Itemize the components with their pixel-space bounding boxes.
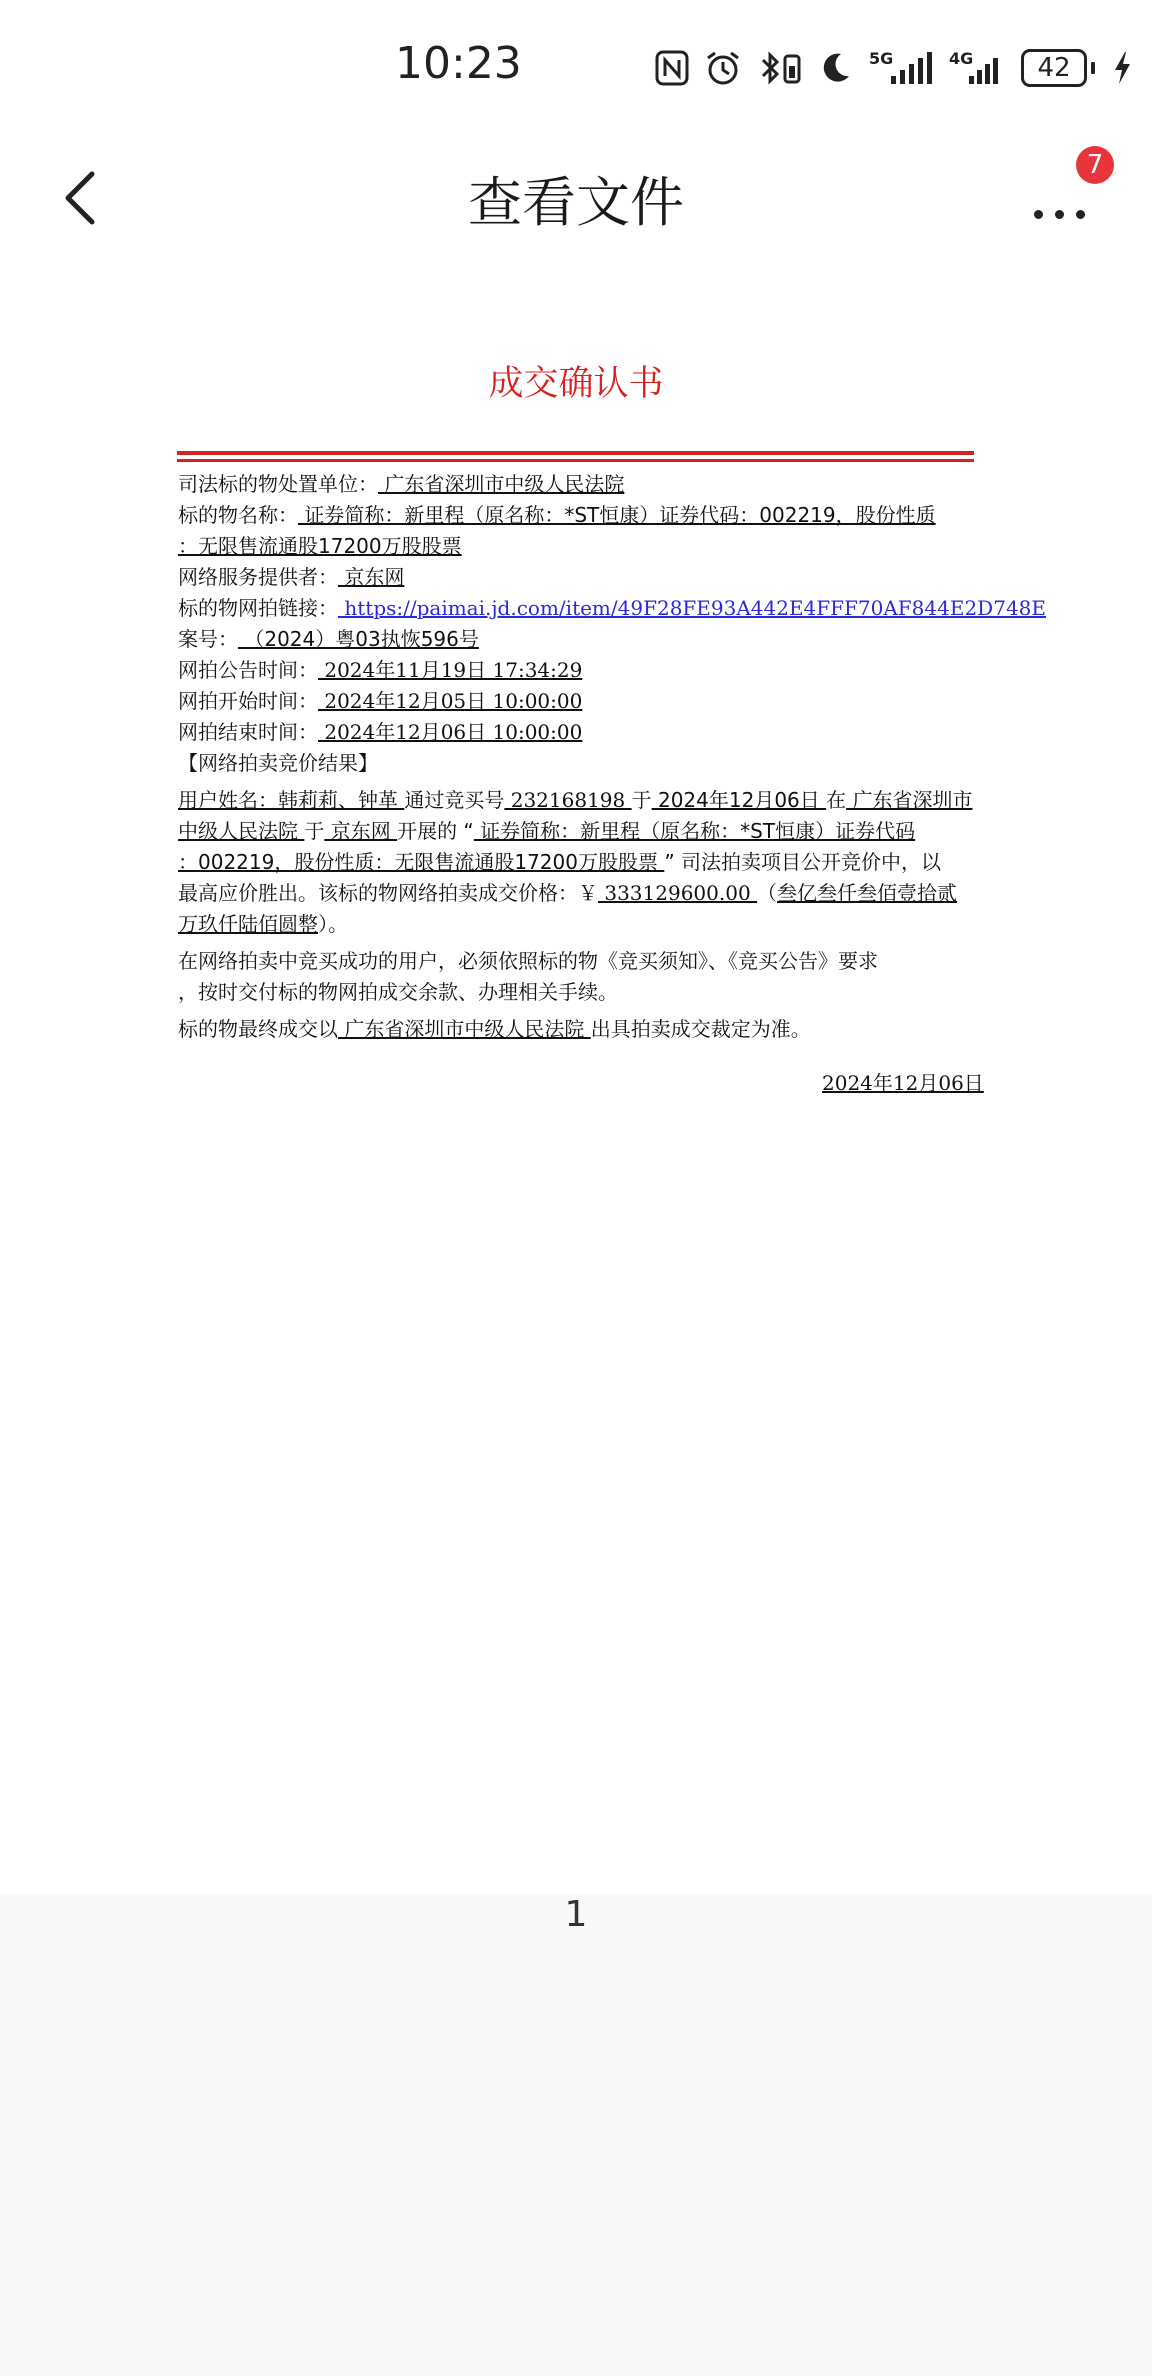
field-label: 网拍结束时间：: [178, 720, 318, 744]
charging-icon: [1111, 50, 1133, 86]
field-value: 证券简称：新里程（原名称：*ST恒康）证券代码：002219，股份性质: [298, 503, 936, 527]
more-icon: [1034, 210, 1043, 219]
page-number: 1: [564, 1894, 588, 1935]
field-row: [178, 469, 970, 500]
text: 标的物最终成交以: [178, 1017, 338, 1041]
result-date: 2024年12月06日: [651, 788, 827, 812]
text: 于: [304, 819, 325, 843]
document-page: [0, 260, 1152, 1894]
field-row: [178, 655, 970, 686]
field-row: [178, 593, 1046, 624]
notice-paragraph: [178, 946, 970, 1008]
field-row: [178, 717, 970, 748]
nav-bar: [0, 130, 1152, 260]
field-value: 广东省深圳市中级人民法院: [378, 472, 625, 496]
field-value: 2024年12月06日 10:00:00: [318, 720, 583, 744]
field-label: 网拍公告时间：: [178, 658, 318, 682]
field-value: ：无限售流通股17200万股股票: [178, 534, 462, 558]
4g-signal-icon: [949, 48, 1005, 88]
alarm-icon: [705, 50, 741, 86]
final-price-chinese: 万玖仟陆佰圆整: [178, 912, 318, 936]
more-options-button[interactable]: [1020, 180, 1100, 230]
item-name: ：002219，股份性质：无限售流通股17200万股股票: [178, 850, 665, 874]
result-paragraph: [178, 785, 973, 940]
final-paragraph: [178, 1014, 970, 1045]
field-row: [178, 531, 970, 562]
field-label: 案号：: [178, 627, 238, 651]
field-label: 司法标的物处置单位：: [178, 472, 378, 496]
moon-icon: [819, 50, 853, 86]
text: 出具拍卖成交裁定为准。: [590, 1017, 811, 1041]
court-name: 广东省深圳市中级人民法院: [338, 1017, 591, 1041]
field-value: 2024年11月19日 17:34:29: [318, 658, 583, 682]
field-row: [178, 562, 970, 593]
notice-line: 在网络拍卖中竞买成功的用户，必须依照标的物《竞买须知》、《竞买公告》要求: [178, 949, 878, 973]
final-price: 333129600.00: [598, 881, 758, 905]
document-title: 成交确认书: [488, 364, 664, 404]
text: （: [757, 881, 778, 905]
text: 通过竞买号: [404, 788, 505, 812]
text: ）。: [318, 912, 348, 936]
field-row: [178, 686, 970, 717]
text: 于: [631, 788, 652, 812]
item-name: 证券简称：新里程（原名称：*ST恒康）证券代码: [473, 819, 916, 843]
nfc-icon: [655, 50, 689, 86]
field-label: 网络服务提供者：: [178, 565, 338, 589]
text: 开展的 “: [397, 819, 474, 843]
text: 最高应价胜出。该标的物网络拍卖成交价格：￥: [178, 881, 598, 905]
auction-link[interactable]: https://paimai.jd.com/item/49F28FE93A442E4FFF70AF844E2D748E: [338, 596, 1046, 620]
text: ” 司法拍卖项目公开竞价中，以: [664, 850, 942, 874]
document-date: 2024年12月06日: [822, 1071, 984, 1095]
winner-name: 用户姓名：韩莉莉、钟革: [178, 788, 405, 812]
site-name: 京东网: [324, 819, 398, 843]
field-value: 京东网: [338, 565, 405, 589]
battery-level: 42: [1021, 49, 1087, 87]
field-label: 网拍开始时间：: [178, 689, 318, 713]
red-rule-top: [177, 451, 974, 455]
page-footer: [0, 1894, 1152, 2376]
field-label: 标的物名称：: [178, 503, 298, 527]
document-body: [178, 469, 1046, 1045]
field-label: 标的物网拍链接：: [178, 596, 338, 620]
svg-text:5G: 5G: [869, 49, 894, 68]
red-rule-bottom: [177, 459, 974, 462]
notification-badge: 7: [1076, 146, 1114, 184]
page-title: 查看文件: [468, 171, 684, 234]
battery-icon: [1021, 49, 1095, 87]
court-name: 中级人民法院: [178, 819, 305, 843]
status-icons: [655, 44, 1133, 92]
status-bar: [0, 0, 1152, 130]
field-value: （2024）粤03执恢596号: [238, 627, 479, 651]
bid-number: 232168198: [504, 788, 632, 812]
field-row: [178, 624, 970, 655]
text: 在: [826, 788, 847, 812]
field-value: 2024年12月05日 10:00:00: [318, 689, 583, 713]
court-name: 广东省深圳市: [846, 788, 973, 812]
final-price-chinese: 叁亿叁仟叁佰壹拾贰: [777, 881, 958, 905]
notice-line: ，按时交付标的物网拍成交余款、办理相关手续。: [178, 980, 618, 1004]
result-heading: 【网络拍卖竞价结果】: [178, 751, 378, 775]
5g-signal-icon: [869, 48, 933, 88]
svg-text:4G: 4G: [949, 49, 974, 68]
status-time: 10:23: [395, 38, 522, 89]
bluetooth-battery-icon: [757, 50, 803, 86]
field-row: [178, 500, 970, 531]
